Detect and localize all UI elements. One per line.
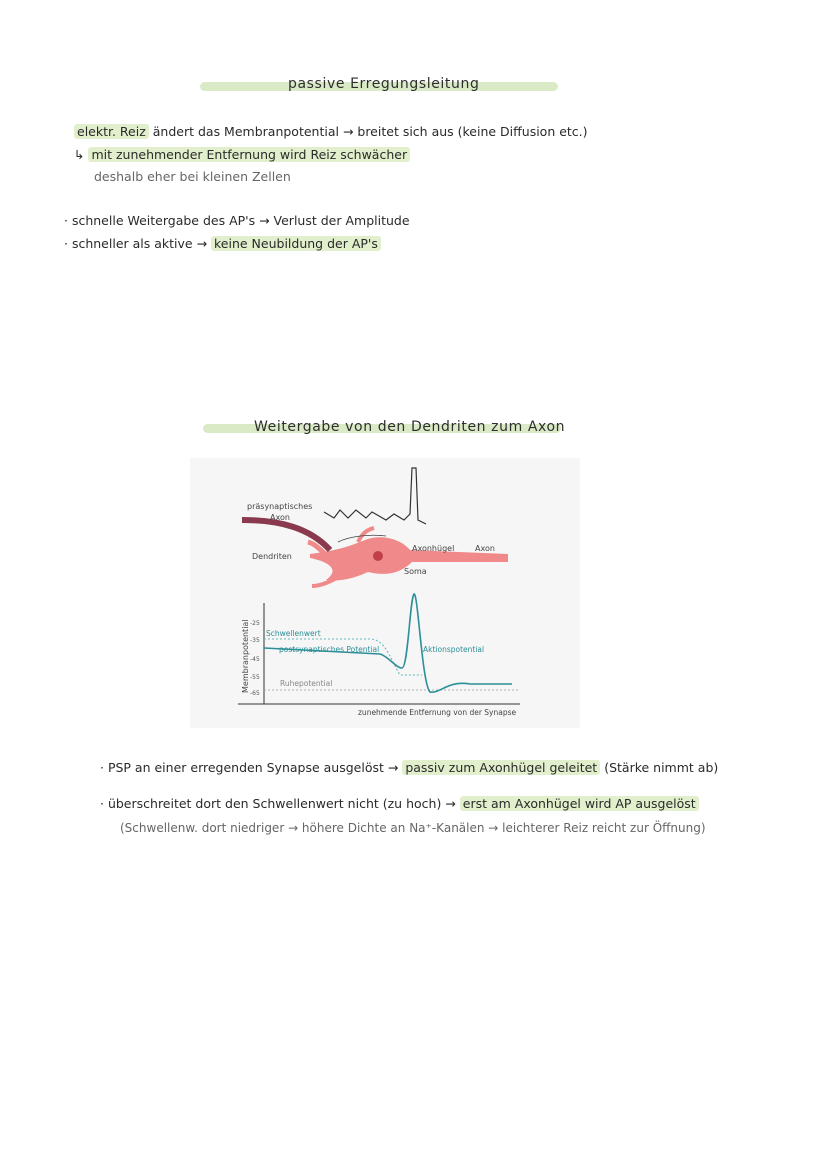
text-line: deshalb eher bei kleinen Zellen: [94, 169, 291, 184]
highlight: erst am Axonhügel wird AP ausgelöst: [460, 796, 699, 811]
section-title-passive: passive Erregungsleitung: [288, 76, 480, 92]
label-ap: Aktionspotential: [423, 645, 485, 654]
text-line: · schneller als aktive → keine Neubildung der AP's: [64, 236, 381, 251]
text-line: (Schwellenw. dort niedriger → höhere Dichte an Na⁺-Kanälen → leichterer Reiz reicht zur Öffnung): [120, 821, 706, 835]
label-axonhuegel: Axonhügel: [412, 544, 455, 553]
y-axis-label: Membranpotential: [241, 619, 250, 693]
highlight: mit zunehmender Entfernung wird Reiz schwächer: [88, 147, 410, 162]
highlight: passiv zum Axonhügel geleitet: [402, 760, 600, 775]
text-line: elektr. Reiz ändert das Membranpotential → breitet sich aus (keine Diffusion etc.): [74, 124, 588, 139]
neuron-diagram: [190, 458, 580, 728]
text-line: · schnelle Weitergabe des AP's → Verlust der Amplitude: [64, 213, 410, 228]
neuron-figure: [190, 458, 580, 728]
dendrite: [312, 576, 340, 586]
section-title-weitergabe: Weitergabe von den Dendriten zum Axon: [254, 419, 566, 435]
nucleus: [373, 551, 383, 561]
label-threshold: Schwellenwert: [266, 629, 321, 638]
label-praesynaptisch: präsynaptisches: [247, 502, 313, 511]
text-line: · PSP an einer erregenden Synapse ausgelöst → passiv zum Axonhügel geleitet (Stärke nimmt ab): [100, 760, 719, 775]
text-line: ↳ mit zunehmender Entfernung wird Reiz schwächer: [74, 147, 410, 162]
label-rest: Ruhepotential: [280, 679, 333, 688]
label-axon-top: Axon: [270, 513, 290, 522]
label-psp: postsynaptisches Potential: [279, 645, 380, 654]
y-tick: -45: [250, 656, 260, 663]
y-tick: -25: [250, 620, 260, 627]
label-axon: Axon: [475, 544, 495, 553]
y-tick: -55: [250, 674, 260, 681]
highlight: keine Neubildung der AP's: [211, 236, 381, 251]
potential-curve: [264, 594, 512, 692]
highlight: elektr. Reiz: [74, 124, 149, 139]
label-soma: Soma: [404, 567, 427, 576]
x-axis-label: zunehmende Entfernung von der Synapse: [358, 708, 517, 717]
signal-trace: [324, 468, 426, 524]
potential-chart: [238, 594, 520, 717]
text-line: · überschreitet dort den Schwellenwert nicht (zu hoch) → erst am Axonhügel wird AP ausgelöst: [100, 796, 699, 811]
y-tick: -35: [250, 637, 260, 644]
label-dendriten: Dendriten: [252, 552, 292, 561]
y-tick: -65: [250, 690, 260, 697]
